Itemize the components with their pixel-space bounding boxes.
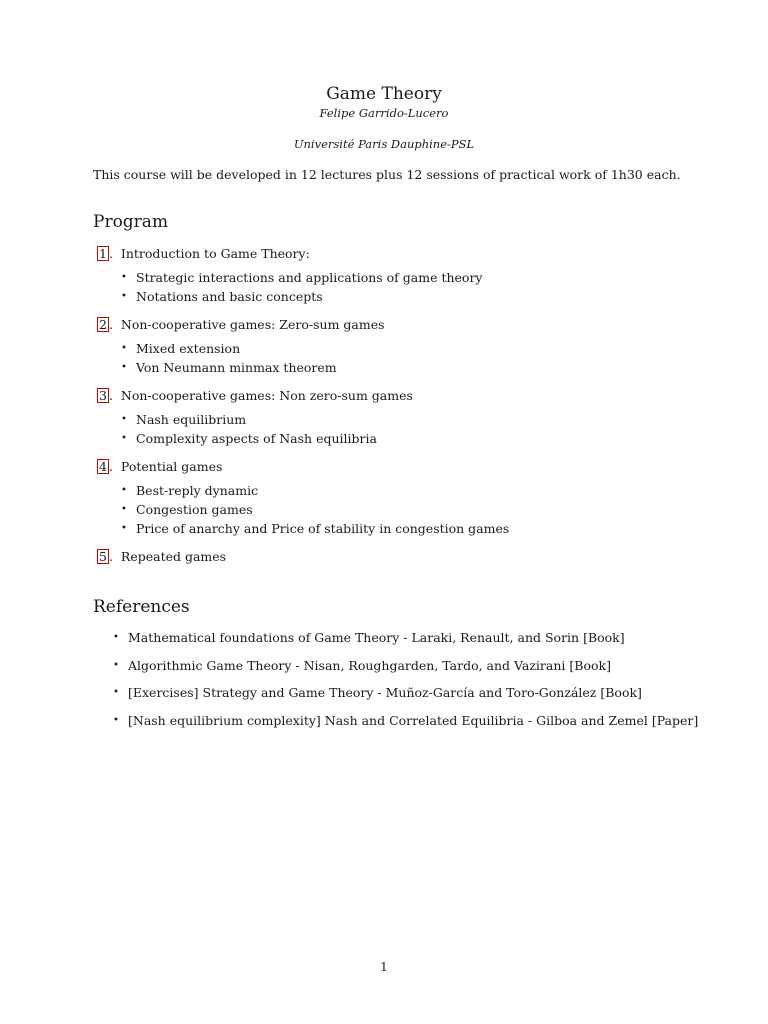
bullet-icon: • (121, 343, 127, 354)
program-subitem-text: Complexity aspects of Nash equilibria (136, 431, 377, 446)
program-subitem-text: Von Neumann minmax theorem (136, 360, 337, 375)
program-subitem-text: Strategic interactions and applications of game theory (136, 270, 483, 285)
program-subitem-text: Mixed extension (136, 341, 241, 356)
program-subitem (93, 287, 713, 306)
bullet-icon: • (113, 632, 119, 643)
program-subitem (93, 268, 713, 287)
program-item: 5 . Repeated games (99, 549, 227, 564)
program-subitem (93, 358, 713, 377)
program-list (93, 244, 713, 566)
program-sublist (93, 268, 713, 306)
program-subitem-text: Price of anarchy and Price of stability in congestion games (136, 521, 510, 536)
program-item-number-link[interactable]: 4 (99, 459, 107, 474)
reference-text: [Nash equilibrium complexity] Nash and Correlated Equilibria - Gilboa and Zemel [Paper] (128, 712, 699, 728)
references-list (93, 628, 733, 738)
author-name: Felipe Garrido-Lucero (319, 106, 449, 120)
reference-item (93, 656, 733, 684)
reference-text: Algorithmic Game Theory - Nisan, Roughgarden, Tardo, and Vazirani [Book] (128, 657, 611, 673)
program-subitem (93, 429, 713, 448)
program-heading: Program (93, 212, 169, 232)
document-title: Game Theory (326, 84, 442, 104)
program-item-number-link[interactable]: 2 (99, 317, 107, 332)
program-subitem (93, 339, 713, 358)
intro-paragraph: This course will be developed in 12 lectures plus 12 sessions of practical work of 1h30 each. (93, 167, 681, 182)
reference-item (93, 683, 733, 711)
bullet-icon: • (113, 714, 119, 726)
program-item: 2 . Non-cooperative games: Zero-sum games (99, 317, 385, 332)
bullet-icon: • (121, 291, 127, 302)
program-sublist (93, 339, 713, 377)
bullet-icon: • (121, 433, 127, 444)
bullet-icon: • (121, 523, 127, 534)
program-subitem (93, 500, 713, 519)
program-item-title: Potential games (120, 459, 223, 474)
program-item-number-link[interactable]: 5 (99, 549, 107, 564)
references-heading: References (93, 597, 190, 617)
bullet-icon: • (121, 414, 127, 425)
program-item-title: Repeated games (120, 549, 227, 564)
program-item-title: Non-cooperative games: Non zero-sum games (120, 388, 413, 403)
author-affiliation: Université Paris Dauphine-PSL (293, 137, 475, 151)
bullet-icon: • (121, 485, 127, 496)
program-item: 1 . Introduction to Game Theory: (99, 246, 310, 261)
reference-item (93, 628, 733, 656)
bullet-icon: • (113, 687, 119, 698)
program-item-title: Introduction to Game Theory: (120, 246, 310, 261)
program-subitem-text: Nash equilibrium (136, 412, 247, 427)
program-item-title: Non-cooperative games: Zero-sum games (120, 317, 385, 332)
program-item: 3 . Non-cooperative games: Non zero-sum games (99, 388, 413, 403)
program-subitem (93, 481, 713, 500)
bullet-icon: • (121, 272, 127, 283)
program-item-number-link[interactable]: 3 (99, 388, 107, 403)
bullet-icon: • (113, 659, 119, 671)
program-subitem-text: Notations and basic concepts (136, 289, 323, 304)
program-subitem (93, 519, 713, 538)
program-subitem (93, 410, 713, 429)
program-subitem-text: Best-reply dynamic (136, 483, 259, 498)
program-sublist (93, 481, 713, 538)
bullet-icon: • (121, 362, 127, 373)
page-number: 1 (380, 960, 388, 974)
program-subitem-text: Congestion games (136, 502, 253, 517)
reference-text: [Exercises] Strategy and Game Theory - Muñoz-García and Toro-González [Book] (128, 685, 642, 700)
reference-item (93, 711, 733, 739)
reference-text: Mathematical foundations of Game Theory - Laraki, Renault, and Sorin [Book] (128, 630, 625, 645)
program-sublist (93, 410, 713, 448)
program-item-number-link[interactable]: 1 (99, 246, 107, 261)
program-item: 4 . Potential games (99, 459, 223, 474)
bullet-icon: • (121, 504, 127, 515)
